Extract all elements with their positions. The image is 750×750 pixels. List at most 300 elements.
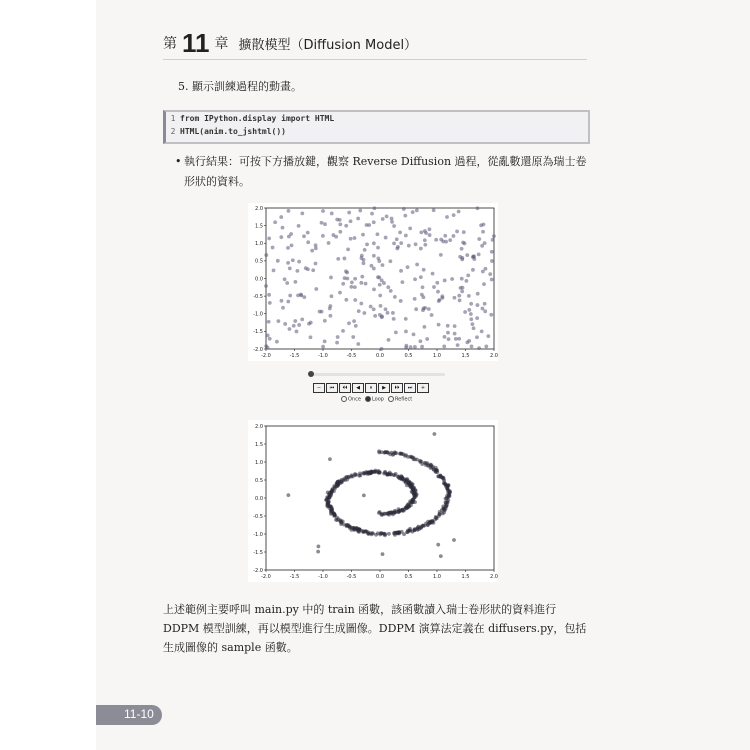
data-point — [389, 289, 393, 293]
chapter-prefix: 第 — [163, 36, 177, 52]
animation-slider-handle[interactable] — [308, 371, 314, 377]
data-point — [395, 237, 399, 241]
data-point — [391, 311, 395, 315]
y-tick-label: 2.0 — [255, 423, 263, 430]
data-point — [330, 294, 334, 298]
data-point — [383, 532, 387, 536]
data-point — [399, 451, 403, 455]
data-point — [321, 234, 325, 238]
data-point — [281, 306, 285, 310]
play-button[interactable]: ▶ — [378, 383, 390, 393]
data-point — [276, 259, 280, 263]
data-point — [460, 289, 464, 293]
data-point — [273, 220, 277, 224]
data-point — [373, 314, 377, 318]
data-point — [362, 258, 366, 262]
code-keyword: import — [281, 114, 311, 123]
data-point — [490, 259, 494, 263]
data-point — [360, 275, 364, 279]
data-point — [309, 321, 313, 325]
data-point — [392, 242, 396, 246]
data-point — [406, 481, 410, 485]
data-point — [353, 527, 357, 531]
radio-reflect[interactable] — [388, 396, 412, 403]
data-point — [456, 343, 460, 347]
data-point — [444, 504, 448, 508]
data-point — [423, 238, 427, 242]
data-point — [345, 271, 349, 275]
data-point — [285, 281, 289, 285]
bullet-item — [175, 152, 594, 192]
data-point — [371, 532, 375, 536]
data-point — [492, 234, 496, 238]
data-point — [297, 260, 301, 264]
data-point — [378, 470, 382, 474]
data-point — [410, 490, 414, 494]
code-text: HTML(anim.to_jshtml()) — [180, 127, 286, 136]
data-point — [446, 331, 450, 335]
code-line-2 — [166, 125, 588, 138]
data-point — [390, 220, 394, 224]
data-point — [339, 522, 343, 526]
data-point — [421, 524, 425, 528]
data-point — [361, 233, 365, 237]
data-point — [386, 285, 390, 289]
data-point — [297, 323, 301, 327]
data-point — [448, 489, 452, 493]
data-point — [327, 241, 331, 245]
data-point — [330, 212, 334, 216]
data-point — [377, 276, 381, 280]
data-point — [398, 231, 402, 235]
radio-icon — [341, 396, 347, 402]
y-tick-label: 0.0 — [255, 495, 263, 502]
data-point — [338, 230, 342, 234]
y-tick-label: -1.0 — [253, 531, 263, 538]
pause-button[interactable]: ⏸ — [365, 383, 377, 393]
data-point — [435, 516, 439, 520]
bullet-dot: • — [175, 155, 182, 168]
data-point — [477, 237, 481, 241]
chart-svg — [248, 203, 498, 361]
data-point — [328, 307, 332, 311]
data-point — [350, 281, 354, 285]
radio-loop[interactable] — [365, 396, 384, 403]
bullet-text: 執行結果：可按下方播放鍵，觀察 Reverse Diffusion 過程，從亂數還原為瑞士卷形狀的資料。 — [184, 155, 587, 188]
data-point — [352, 319, 356, 323]
data-point — [372, 287, 376, 291]
data-point — [469, 312, 473, 316]
data-point — [481, 307, 485, 311]
data-point — [335, 341, 339, 345]
data-point — [462, 230, 466, 234]
data-point — [465, 279, 469, 283]
increase-speed-button[interactable]: + — [417, 383, 429, 393]
y-tick-label: 2.0 — [255, 205, 263, 212]
data-point — [370, 264, 374, 268]
data-point — [356, 217, 360, 221]
data-point — [356, 527, 360, 531]
data-point — [323, 319, 327, 323]
data-point — [336, 335, 340, 339]
data-point — [362, 261, 366, 265]
data-point — [333, 513, 337, 517]
data-point — [469, 302, 473, 306]
data-point — [454, 337, 458, 341]
data-point — [467, 294, 471, 298]
step-back-button[interactable]: ⏴⏴ — [339, 383, 351, 393]
data-point — [402, 207, 406, 211]
y-tick-label: 1.0 — [255, 459, 263, 466]
data-point — [299, 293, 303, 297]
data-point — [329, 276, 333, 280]
data-point — [365, 223, 369, 227]
data-point — [412, 332, 416, 336]
data-point — [345, 523, 349, 527]
plot-area — [266, 426, 494, 570]
data-point — [370, 212, 374, 216]
x-tick-label: -0.5 — [346, 353, 357, 359]
data-point — [266, 334, 270, 338]
data-point — [447, 337, 451, 341]
data-point — [381, 263, 385, 267]
data-point — [310, 249, 314, 253]
data-point — [314, 287, 318, 291]
data-point — [439, 475, 443, 479]
data-point — [349, 237, 353, 241]
data-point — [439, 554, 443, 558]
data-point — [347, 321, 351, 325]
data-point — [470, 322, 474, 326]
data-point — [484, 345, 488, 349]
first-frame-button[interactable]: ⏮ — [326, 383, 338, 393]
data-point — [444, 240, 448, 244]
data-point — [434, 238, 438, 242]
data-point — [457, 294, 461, 298]
data-point — [379, 304, 383, 308]
data-point — [461, 286, 465, 290]
data-point — [386, 451, 390, 455]
data-point — [386, 472, 390, 476]
data-point — [404, 346, 408, 350]
data-point — [306, 231, 310, 235]
data-point — [445, 484, 449, 488]
data-point — [294, 280, 298, 284]
data-point — [267, 293, 271, 297]
data-point — [404, 317, 408, 321]
data-point — [377, 451, 381, 455]
data-point — [341, 329, 345, 333]
data-point — [481, 230, 485, 234]
data-point — [415, 263, 419, 267]
data-point — [336, 257, 340, 261]
data-point — [409, 345, 413, 349]
data-point — [463, 241, 467, 245]
data-point — [386, 511, 390, 515]
data-point — [330, 488, 334, 492]
data-point — [439, 253, 443, 257]
data-point — [426, 520, 430, 524]
data-point — [418, 459, 422, 463]
data-point — [293, 319, 297, 323]
data-point — [338, 222, 342, 226]
data-point — [436, 290, 440, 294]
data-point — [424, 231, 428, 235]
data-point — [423, 243, 427, 247]
code-text: IPython.display — [199, 114, 282, 123]
data-point — [452, 213, 456, 217]
data-point — [373, 470, 377, 474]
y-tick-label: -1.0 — [253, 311, 263, 318]
data-point — [411, 498, 415, 502]
data-point — [423, 461, 427, 465]
data-point — [404, 234, 408, 238]
data-point — [486, 334, 490, 338]
data-point — [283, 277, 287, 281]
data-point — [356, 342, 360, 346]
chapter-title: 擴散模型（Diffusion Model） — [238, 38, 418, 53]
data-point — [406, 265, 410, 269]
data-point — [378, 313, 382, 317]
data-point — [317, 545, 321, 549]
data-point — [329, 505, 333, 509]
decrease-speed-button[interactable]: − — [313, 383, 325, 393]
radio-label: Reflect — [394, 396, 413, 403]
body-paragraph: 上述範例主要呼叫 main.py 中的 train 函數，該函數讀入瑞士卷形狀的資料進行 DDPM 模型訓練，再以模型進行生成圖像。DDPM 演算法定義在 diffusers.py，包括生成圖像的 sample 函數。 — [163, 603, 587, 654]
code-text: HTML — [310, 114, 335, 123]
data-point — [421, 285, 425, 289]
data-point — [287, 209, 291, 213]
chapter-number: 11 — [182, 28, 210, 58]
data-point — [422, 268, 426, 272]
radio-once[interactable] — [341, 396, 361, 403]
noise-scatter-chart — [248, 203, 498, 361]
line-number: 1 — [170, 114, 176, 123]
data-point — [292, 324, 296, 328]
loop-mode-radios — [341, 396, 412, 403]
data-point — [359, 473, 363, 477]
data-point — [430, 313, 434, 317]
data-point — [387, 338, 391, 342]
data-point — [376, 256, 380, 260]
data-point — [362, 493, 366, 497]
data-point — [344, 224, 348, 228]
x-tick-label: 1.0 — [433, 574, 441, 580]
data-point — [397, 507, 401, 511]
data-point — [289, 232, 293, 236]
code-keyword: from — [180, 114, 200, 123]
data-point — [316, 550, 320, 554]
data-point — [392, 224, 396, 228]
data-point — [290, 243, 294, 247]
step-forward-button[interactable]: ⏵⏵ — [391, 383, 403, 393]
data-point — [480, 329, 484, 333]
data-point — [350, 473, 354, 477]
data-point — [373, 206, 377, 210]
data-point — [323, 339, 327, 343]
data-point — [393, 295, 397, 299]
radio-label: Loop — [371, 396, 384, 403]
data-point — [457, 210, 461, 214]
data-point — [399, 269, 403, 273]
data-point — [354, 473, 358, 477]
data-point — [359, 281, 363, 285]
data-point — [438, 298, 442, 302]
data-point — [406, 455, 410, 459]
data-point — [415, 209, 419, 213]
x-tick-label: 0.0 — [376, 353, 384, 359]
data-point — [442, 344, 446, 348]
data-point — [325, 504, 329, 508]
data-point — [432, 285, 436, 289]
data-point — [477, 346, 481, 350]
data-point — [338, 291, 342, 295]
data-point — [336, 482, 340, 486]
data-point — [286, 261, 290, 265]
data-point — [416, 526, 420, 530]
data-point — [288, 266, 292, 270]
data-point — [264, 253, 268, 257]
data-point — [384, 236, 388, 240]
data-point — [421, 308, 425, 312]
data-point — [387, 532, 391, 536]
y-tick-label: -0.5 — [253, 293, 263, 300]
data-point — [427, 307, 431, 311]
data-point — [472, 257, 476, 261]
data-point — [306, 240, 310, 244]
data-point — [372, 241, 376, 245]
data-point — [460, 247, 464, 251]
data-point — [390, 217, 394, 221]
data-point — [384, 307, 388, 311]
data-point — [295, 330, 299, 334]
chapter-header — [163, 28, 587, 60]
data-point — [381, 552, 385, 556]
x-tick-label: 0.0 — [376, 574, 384, 580]
data-point — [465, 253, 469, 257]
data-point — [344, 298, 348, 302]
data-point — [323, 222, 327, 226]
data-point — [460, 257, 464, 261]
data-point — [399, 299, 403, 303]
data-point — [428, 227, 432, 231]
data-point — [361, 530, 365, 534]
data-point — [413, 297, 417, 301]
data-point — [276, 319, 280, 323]
data-point — [400, 475, 404, 479]
data-point — [483, 241, 487, 245]
data-point — [296, 269, 300, 273]
data-point — [383, 450, 387, 454]
x-tick-label: -1.0 — [318, 574, 328, 580]
data-point — [314, 243, 318, 247]
code-block — [163, 110, 590, 144]
data-point — [444, 497, 448, 501]
data-point — [332, 233, 336, 237]
data-point — [354, 324, 358, 328]
data-point — [438, 512, 442, 516]
data-point — [264, 284, 268, 288]
data-point — [396, 245, 400, 249]
data-point — [432, 468, 436, 472]
data-point — [367, 532, 371, 536]
animation-slider-track[interactable] — [311, 373, 445, 376]
data-point — [466, 273, 470, 277]
data-point — [419, 247, 423, 251]
data-point — [286, 300, 290, 304]
data-point — [353, 285, 357, 289]
step-label: 5. 顯示訓練過程的動畫。 — [178, 80, 302, 93]
data-point — [369, 305, 373, 309]
y-tick-label: -0.5 — [253, 513, 263, 520]
data-point — [286, 493, 290, 497]
x-tick-label: 0.5 — [404, 574, 413, 580]
data-point — [349, 219, 353, 223]
data-point — [358, 209, 362, 213]
data-point — [339, 519, 343, 523]
data-point — [471, 268, 475, 272]
data-point — [378, 294, 382, 298]
data-point — [325, 498, 329, 502]
data-point — [460, 277, 464, 281]
data-point — [314, 262, 318, 266]
data-point — [432, 432, 436, 436]
data-point — [279, 235, 283, 239]
data-point — [394, 330, 398, 334]
data-point — [413, 457, 417, 461]
data-point — [488, 272, 492, 276]
data-point — [472, 326, 476, 330]
data-point — [370, 470, 374, 474]
data-point — [388, 259, 392, 263]
data-point — [268, 301, 272, 305]
data-point — [477, 252, 481, 256]
data-point — [450, 277, 454, 281]
data-point — [359, 302, 363, 306]
data-point — [280, 299, 284, 303]
y-tick-label: 0.5 — [255, 477, 263, 484]
y-tick-label: -2.0 — [253, 346, 263, 353]
data-point — [321, 209, 325, 213]
data-point — [275, 340, 279, 344]
y-tick-label: 0.5 — [255, 258, 263, 265]
x-tick-label: 1.5 — [461, 574, 470, 580]
data-point — [469, 317, 473, 321]
data-point — [363, 248, 367, 252]
data-point — [266, 346, 270, 350]
data-point — [378, 283, 382, 287]
data-point — [353, 236, 357, 240]
data-point — [407, 244, 411, 248]
x-tick-label: -1.0 — [318, 353, 328, 359]
data-point — [271, 246, 275, 250]
data-point — [491, 238, 495, 242]
play-reverse-button[interactable]: ◀ — [352, 383, 364, 393]
data-point — [479, 223, 483, 227]
data-point — [483, 302, 487, 306]
data-point — [418, 339, 422, 343]
data-point — [288, 327, 292, 331]
data-point — [311, 268, 315, 272]
last-frame-button[interactable]: ⏭ — [404, 383, 416, 393]
data-point — [435, 281, 439, 285]
data-point — [390, 510, 394, 514]
x-tick-label: -1.5 — [289, 353, 300, 359]
data-point — [428, 233, 432, 237]
x-tick-label: -0.5 — [346, 574, 357, 580]
data-point — [343, 257, 347, 261]
data-point — [376, 232, 380, 236]
